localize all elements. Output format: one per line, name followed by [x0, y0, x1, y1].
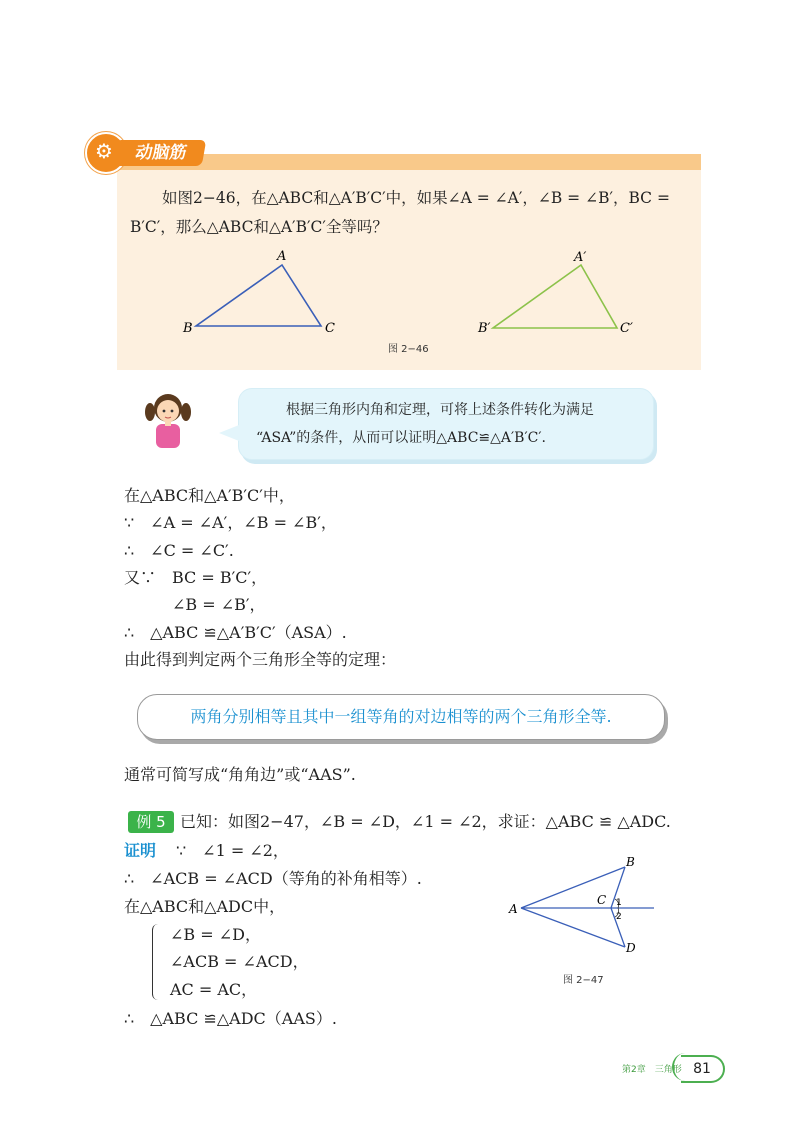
- proof1-line-4: 又∵ BC = B′C′，: [124, 568, 268, 587]
- speech-bubble-tail: [219, 425, 239, 441]
- fig47-angle-2: 2: [616, 912, 622, 922]
- fig47-label-c: C: [597, 893, 607, 907]
- label-c: C: [325, 321, 335, 336]
- example-statement: 已知：如图2−47，∠B = ∠D，∠1 = ∠2，求证：△ABC ≌ △ADC.: [180, 812, 671, 831]
- theorem-text: 两角分别相等且其中一组等角的对边相等的两个三角形全等.: [190, 707, 612, 726]
- proof1-line-1: 在△ABC和△A′B′C′中，: [124, 486, 295, 505]
- fig47-angle-1: 1: [616, 898, 622, 908]
- label-a-prime: A′: [574, 250, 587, 265]
- think-question-line-1: 如图2−46，在△ABC和△A′B′C′中，如果∠A = ∠A′，∠B = ∠B′，BC =: [162, 189, 670, 207]
- think-question-line-2: B′C′，那么△ABC和△A′B′C′全等吗？: [130, 218, 388, 236]
- proof1-line-7: 由此得到判定两个三角形全等的定理：: [124, 650, 397, 669]
- gear-icon: ⚙: [95, 139, 113, 163]
- fig47-label-d: D: [626, 941, 636, 955]
- figure-2-46: [117, 240, 701, 350]
- footer-chapter: 第2章 三角形: [622, 1065, 682, 1075]
- example-proof-line-1: ∵ ∠1 = ∠2，: [176, 841, 289, 860]
- triangle-abc: [196, 265, 321, 326]
- proof-label: 证明: [124, 841, 157, 860]
- proof1-line-3: ∴ ∠C = ∠C′.: [124, 541, 234, 560]
- proof1-line-6: ∴ △ABC ≌△A′B′C′（ASA）.: [124, 623, 347, 642]
- triangle-a-prime: [493, 265, 617, 328]
- figure-2-46-caption: 图 2−46: [388, 344, 429, 355]
- girl-avatar: [142, 388, 194, 450]
- fig47-label-b: B: [626, 855, 635, 869]
- example-label: 例 5: [128, 811, 174, 833]
- example-proof-line-4: ∠B = ∠D，: [170, 925, 261, 944]
- example-proof-line-7: ∴ △ABC ≌△ADC（AAS）.: [124, 1009, 337, 1028]
- proof1-line-2: ∵ ∠A = ∠A′，∠B = ∠B′，: [124, 513, 337, 532]
- figure-2-47: [505, 852, 665, 957]
- bubble-line-1: 根据三角形内角和定理，可将上述条件转化为满足: [286, 402, 594, 418]
- example-proof-line-2: ∴ ∠ACB = ∠ACD（等角的补角相等）.: [124, 869, 422, 888]
- think-box-question: [130, 184, 690, 242]
- label-b: B: [183, 321, 193, 336]
- proof1-line-5: ∠B = ∠B′，: [172, 595, 266, 614]
- theorem-box: [137, 694, 665, 740]
- fig47-label-a: A: [509, 902, 518, 916]
- label-b-prime: B′: [478, 321, 491, 336]
- example-proof-line-3: 在△ABC和△ADC中，: [124, 897, 286, 916]
- label-a: A: [277, 249, 287, 264]
- speech-bubble-text: [256, 396, 646, 452]
- abbreviation-note: 通常可简写成“角角边”或“AAS”.: [124, 765, 356, 784]
- example-proof-line-6: AC = AC，: [170, 980, 258, 999]
- system-brace: [152, 924, 163, 1000]
- think-box-header-strip: [117, 154, 701, 170]
- figure-2-47-caption: 图 2−47: [563, 975, 604, 986]
- label-c-prime: C′: [620, 321, 633, 336]
- bubble-line-2: “ASA”的条件，从而可以证明△ABC≌△A′B′C′.: [256, 430, 546, 446]
- example-proof-line-5: ∠ACB = ∠ACD，: [170, 952, 309, 971]
- think-box-title: 动脑筋: [116, 140, 207, 166]
- page-number: 81: [681, 1055, 725, 1083]
